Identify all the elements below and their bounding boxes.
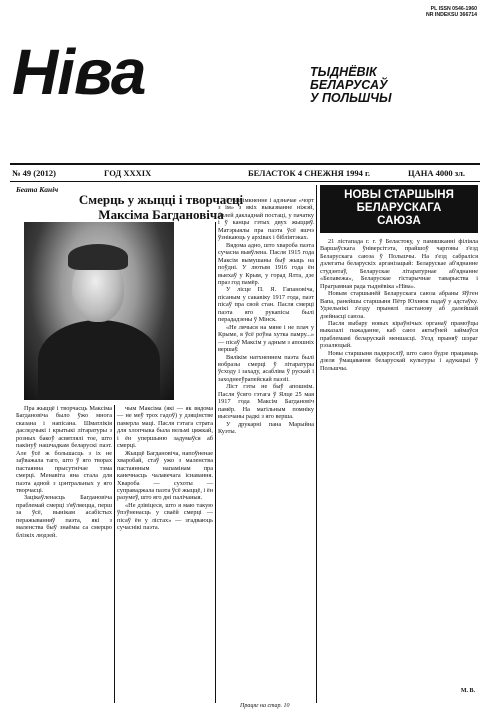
paragraph: Новы старшыня падкрэсліў, што саюз будзе працаваць дзеля ўмацавання беларускай культуры і адукацыі ў Польшчы. — [320, 349, 478, 372]
top-rule — [10, 163, 480, 165]
issn-number: PL ISSN 0546-1960 — [430, 6, 477, 12]
issn-block — [426, 6, 477, 18]
article-column-2 — [117, 405, 213, 703]
paragraph: У друкарні пана Марыйна Куэты. — [218, 420, 314, 436]
paragraph: Гэтае імкненне і адзначае «чорт з ім» з якіх выказванне ніжэй, болей дакладнай постаці, у пачатку і ў канцы гэтых двух жыццяў. Матэрыялы пра паэта ўсё яшчэ ўзнікаюць у архівах і бібліятэках. — [218, 197, 314, 242]
info-rule — [10, 181, 480, 182]
headline-line: БЕЛАРУСКАГА — [356, 202, 442, 214]
paragraph: чым Максіма (які — як вядома — не меў трох гадоў) у дзяцінстве памерла маці. Пасля гэтага страта для хлопчыка была вельмі цяжкай, і ён упершыню задумаўся аб смерці. — [117, 405, 213, 450]
paragraph: Новым старшынёй Беларускага саюза абраны Яўген Вапа, ранейшы старшыня Пётр Юхнюк падаў у адстаўку. Удзельнікі з'езду прынялі пастанову аб далейшай дзейнасці саюза. — [320, 290, 478, 320]
tagline-line: ТЫДНЁВІК — [310, 65, 377, 79]
side-article-headline — [320, 185, 478, 233]
paragraph: Пасля выбару новых кіраўнічых органаў прамоўцы выказалі пажаданне, каб саюз актыўней займаўся праблемамі беларускай меншасці. З'езд прыняў шэраг рэзалюцый. — [320, 319, 478, 350]
headline-line: НОВЫ СТАРШЫНЯ — [344, 189, 454, 201]
column-divider — [114, 405, 115, 703]
info-bar — [12, 168, 478, 180]
side-article-signature: М. В. — [460, 688, 475, 694]
headline-line: Смерць у жыцці і творчасці — [78, 192, 244, 207]
price-label: ЦАНА 4000 зл. — [408, 168, 466, 178]
masthead-title: Ніва — [12, 36, 146, 108]
tagline — [310, 66, 392, 105]
article-byline: Беата Каніч — [16, 185, 59, 194]
paragraph: Ліст гэты не быў апошнім. Пасля ўсяго гэтага ў Ялце 25 мая 1917 года Максім Багдановіч памёр. На магільным помніку высечаны радкі з яго верша. — [218, 383, 314, 421]
side-article-body — [320, 238, 478, 686]
portrait-hair — [68, 244, 128, 270]
tagline-line: У ПОЛЬШЧЫ — [310, 91, 392, 105]
issue-number: № 49 (2012) — [12, 168, 56, 178]
headline-line: Максіма Багдановіча — [98, 206, 224, 222]
headline-line: САЮЗА — [377, 215, 421, 227]
paragraph: Вядома адно, што хвароба паэта сучасна выяўлена. Пасля 1915 года Максім вымушаны быў жыць на поўдні. У лютым 1916 года ён выехаў у Крым, у горад Ялта, дзе праз год памёр. — [218, 241, 314, 286]
index-number: NR INDEKSU 366714 — [425, 12, 477, 18]
paragraph: Жыццё Багдановіча, напоўненае хваробай, стаў ужо з маленства пастаянным напамінам пра канечнасць чалавечага існавання. Хвароба — сухоты — суправаджала паэта ўсё жыццё, і ён разумеў, што яго дні палічаныя. — [117, 449, 213, 502]
portrait-photo — [24, 222, 174, 400]
paragraph: У лісце П. Я. Гапановіча, пісаным у сакавіку 1917 года, паэт пісаў пра свой стан. Пасля смерці паэта яго рукапісы былі перададзены ў Мінск. — [218, 286, 314, 324]
paragraph: «Не лячыся на мяне і не плач у Крыме, я ўсё роўна хутка памру...» — пісаў Максім у адным з апошніх вершаў. — [218, 323, 314, 354]
tagline-line: БЕЛАРУСАЎ — [310, 78, 388, 92]
date-label: БЕЛАСТОК 4 СНЕЖНЯ 1994 г. — [248, 168, 371, 178]
paragraph: Зацікаўленасць Багдановіча праблемай смерці з'яўляецца, перш за ўсё, вынікам асабістых перажыванняў паэта, які з маленства быў знаёмы са смерцю блізкіх людзей. — [16, 494, 112, 539]
paragraph: «Не дзівіцеся, што я маю такую ўпэўненасць у сваёй смерці — пісаў ён у лістах» — згадваюць сучаснікі паэта. — [117, 501, 213, 532]
paragraph: Пра жыццё і творчасць Максіма Багдановіча было ўжо многа сказана і напісана. Шматлікія даследчыкі і крытыкі літаратуры з розных бакоў асвятлялі тое, што пакінуў нашчадкам беларускі паэт. Але ўсё ж большасць з іх не заўважала таго, што ў яго творах пастаянна прысутнічае тэма смерці. Менавіта яна стала для паэта адной з цэнтральных у яго творчасці. — [16, 405, 112, 494]
portrait-body — [38, 320, 160, 400]
article-column-3 — [218, 197, 314, 701]
paragraph: 21 лістапада г. г. ў Беластоку, у памяшканні філіяла Варшаўскага ўніверсітэта, прайшоў чарговы з'езд Беларускага саюза ў Польшчы. На з'езд сабраліся дэлегаты беларускіх арганізацый: Беларускае аб'яднанне студэнтаў, Беларускае літаратурнае аб'яднанне «Белавежа», Беларускае гістарычнае таварыства і Праграмная рада тыднёвіка «Ніва». — [320, 238, 478, 290]
continued-note: Працяг на стар. 10 — [240, 703, 290, 709]
paragraph: Вялікім натхненнем паэта былі вобразы смерці ў літаратуры ўсходу і захаду, асабліва ў рускай і заходнееўрапейскай паэзіі. — [218, 353, 314, 383]
column-divider — [215, 222, 216, 703]
article-column-1 — [16, 405, 112, 703]
column-divider — [316, 185, 317, 703]
year-label: ГОД XXXIX — [104, 168, 152, 178]
